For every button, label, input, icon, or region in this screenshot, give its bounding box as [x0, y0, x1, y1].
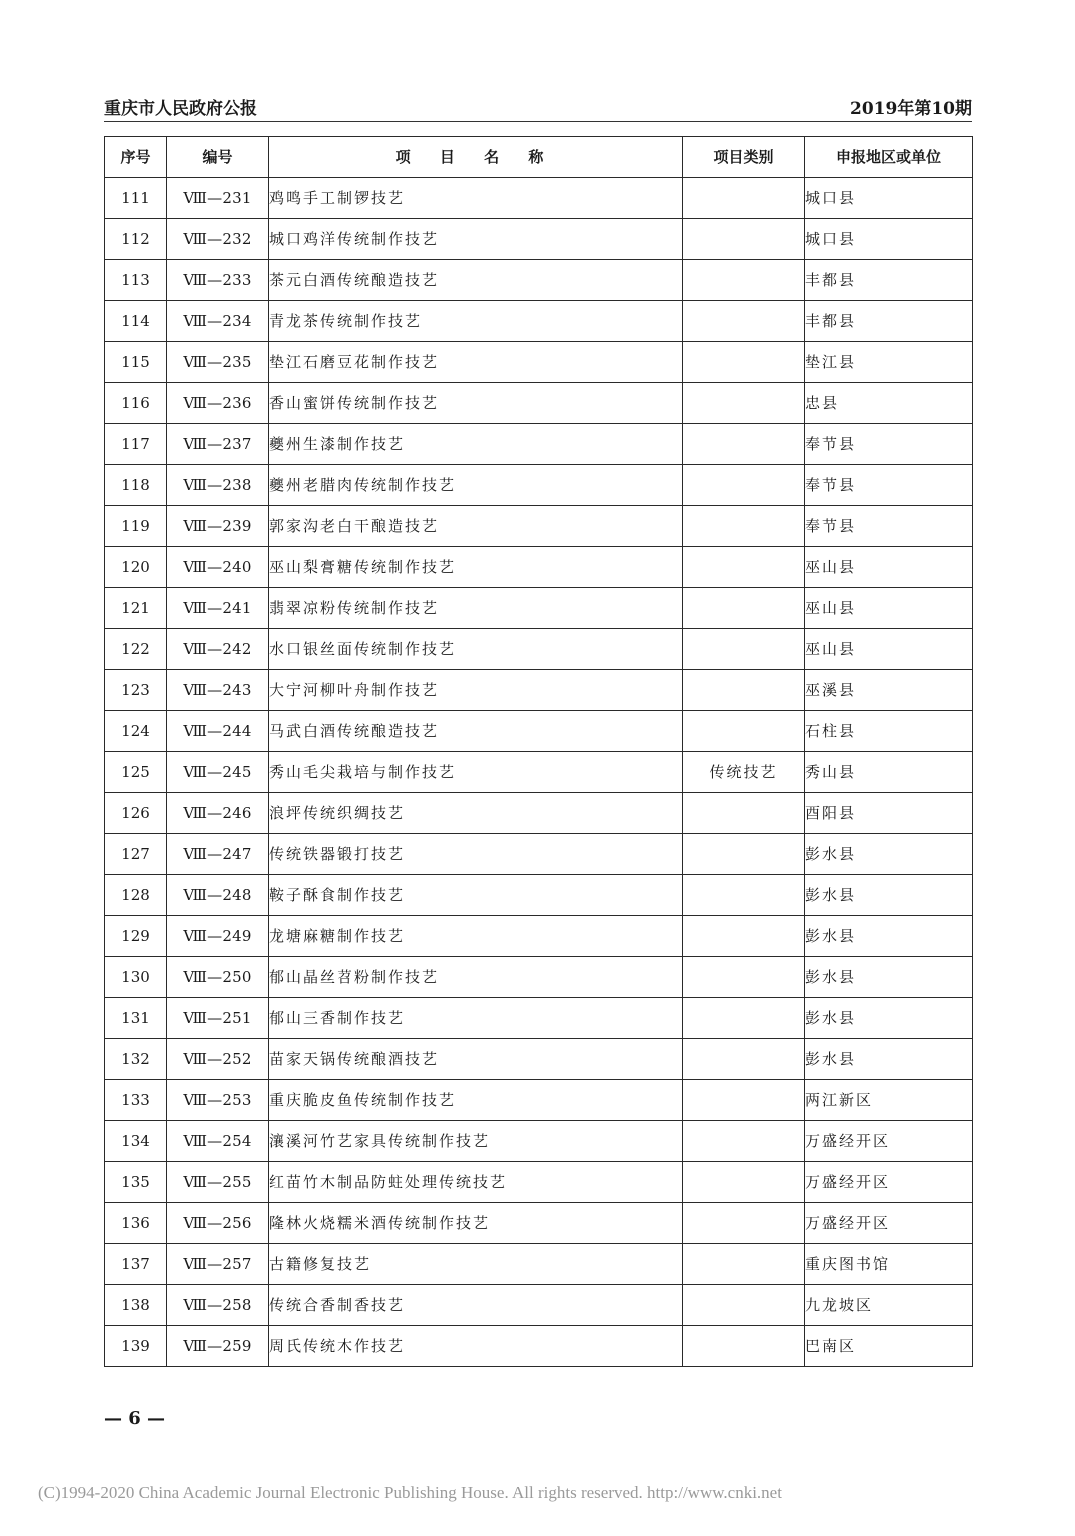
cell-region: 酉阳县	[805, 793, 973, 834]
cell-name: 红苗竹木制品防蛀处理传统技艺	[269, 1162, 683, 1203]
cell-category	[683, 383, 805, 424]
cell-region: 巫山县	[805, 629, 973, 670]
cell-category	[683, 588, 805, 629]
cell-seq: 138	[105, 1285, 167, 1326]
cell-category	[683, 424, 805, 465]
cell-seq: 127	[105, 834, 167, 875]
cell-seq: 130	[105, 957, 167, 998]
table-row	[105, 219, 973, 260]
cell-seq: 118	[105, 465, 167, 506]
table-row	[105, 588, 973, 629]
cell-seq: 119	[105, 506, 167, 547]
table-row	[105, 834, 973, 875]
cell-code: Ⅷ—235	[167, 342, 269, 383]
cell-seq: 117	[105, 424, 167, 465]
cell-category	[683, 916, 805, 957]
cell-region: 垫江县	[805, 342, 973, 383]
column-header-seq: 序号	[105, 137, 167, 178]
cell-seq: 125	[105, 752, 167, 793]
table-row	[105, 1326, 973, 1367]
cell-region: 奉节县	[805, 424, 973, 465]
cell-code: Ⅷ—240	[167, 547, 269, 588]
cell-name: 夔州生漆制作技艺	[269, 424, 683, 465]
cell-name: 夔州老腊肉传统制作技艺	[269, 465, 683, 506]
table-row	[105, 1162, 973, 1203]
cell-region: 九龙坡区	[805, 1285, 973, 1326]
cell-code: Ⅷ—245	[167, 752, 269, 793]
cell-name: 郁山三香制作技艺	[269, 998, 683, 1039]
cell-name: 水口银丝面传统制作技艺	[269, 629, 683, 670]
table-row	[105, 998, 973, 1039]
cell-region: 重庆图书馆	[805, 1244, 973, 1285]
heritage-items-table	[104, 136, 973, 1367]
cell-code: Ⅷ—257	[167, 1244, 269, 1285]
cell-name: 大宁河柳叶舟制作技艺	[269, 670, 683, 711]
cell-code: Ⅷ—259	[167, 1326, 269, 1367]
cell-seq: 126	[105, 793, 167, 834]
cell-region: 彭水县	[805, 998, 973, 1039]
cell-seq: 134	[105, 1121, 167, 1162]
table-row	[105, 1080, 973, 1121]
cell-category: 传统技艺	[683, 752, 805, 793]
header-divider	[104, 121, 972, 122]
cell-seq: 128	[105, 875, 167, 916]
cell-region: 彭水县	[805, 834, 973, 875]
cell-seq: 111	[105, 178, 167, 219]
cell-category	[683, 957, 805, 998]
cell-region: 彭水县	[805, 1039, 973, 1080]
cell-seq: 115	[105, 342, 167, 383]
cell-code: Ⅷ—246	[167, 793, 269, 834]
cell-category	[683, 219, 805, 260]
cell-category	[683, 629, 805, 670]
cell-category	[683, 711, 805, 752]
cell-seq: 135	[105, 1162, 167, 1203]
cell-category	[683, 547, 805, 588]
table-row	[105, 752, 973, 793]
cell-name: 重庆脆皮鱼传统制作技艺	[269, 1080, 683, 1121]
page-header	[104, 92, 972, 120]
table-row	[105, 547, 973, 588]
table-row	[105, 1039, 973, 1080]
column-header-category: 项目类别	[683, 137, 805, 178]
table-row	[105, 670, 973, 711]
cell-category	[683, 1203, 805, 1244]
cell-name: 垫江石磨豆花制作技艺	[269, 342, 683, 383]
cell-code: Ⅷ—234	[167, 301, 269, 342]
cell-code: Ⅷ—231	[167, 178, 269, 219]
table-row	[105, 916, 973, 957]
cell-code: Ⅷ—236	[167, 383, 269, 424]
publication-title: 重庆市人民政府公报	[104, 99, 257, 119]
table-row	[105, 342, 973, 383]
cell-name: 鸡鸣手工制锣技艺	[269, 178, 683, 219]
table-row	[105, 424, 973, 465]
issue-label: 2019年第10期	[850, 99, 972, 119]
cell-code: Ⅷ—251	[167, 998, 269, 1039]
cell-name: 隆林火烧糯米酒传统制作技艺	[269, 1203, 683, 1244]
cell-category	[683, 1039, 805, 1080]
cell-region: 奉节县	[805, 506, 973, 547]
cell-region: 奉节县	[805, 465, 973, 506]
cell-seq: 133	[105, 1080, 167, 1121]
cell-category	[683, 793, 805, 834]
cell-region: 巴南区	[805, 1326, 973, 1367]
cell-category	[683, 1080, 805, 1121]
cell-category	[683, 1162, 805, 1203]
table-row	[105, 260, 973, 301]
cell-region: 巫山县	[805, 547, 973, 588]
table-row	[105, 383, 973, 424]
column-header-region: 申报地区或单位	[805, 137, 973, 178]
cell-name: 香山蜜饼传统制作技艺	[269, 383, 683, 424]
table-row	[105, 629, 973, 670]
cell-code: Ⅷ—232	[167, 219, 269, 260]
table-row	[105, 465, 973, 506]
cell-category	[683, 465, 805, 506]
cell-region: 丰都县	[805, 301, 973, 342]
cell-category	[683, 342, 805, 383]
cell-category	[683, 178, 805, 219]
cell-region: 彭水县	[805, 916, 973, 957]
cell-category	[683, 506, 805, 547]
cell-code: Ⅷ—258	[167, 1285, 269, 1326]
cell-name: 古籍修复技艺	[269, 1244, 683, 1285]
table-row	[105, 506, 973, 547]
table-row	[105, 301, 973, 342]
cell-code: Ⅷ—253	[167, 1080, 269, 1121]
cell-seq: 137	[105, 1244, 167, 1285]
column-header-name: 项 目 名 称	[269, 137, 683, 178]
cell-category	[683, 260, 805, 301]
cell-name: 苗家天锅传统酿酒技艺	[269, 1039, 683, 1080]
cell-seq: 122	[105, 629, 167, 670]
cell-seq: 139	[105, 1326, 167, 1367]
cell-seq: 121	[105, 588, 167, 629]
cell-region: 彭水县	[805, 957, 973, 998]
cell-name: 翡翠凉粉传统制作技艺	[269, 588, 683, 629]
cell-code: Ⅷ—238	[167, 465, 269, 506]
cell-category	[683, 670, 805, 711]
cell-region: 城口县	[805, 178, 973, 219]
cell-name: 龙塘麻糖制作技艺	[269, 916, 683, 957]
cell-code: Ⅷ—239	[167, 506, 269, 547]
cell-category	[683, 301, 805, 342]
cell-category	[683, 1244, 805, 1285]
table-row	[105, 1203, 973, 1244]
cell-code: Ⅷ—237	[167, 424, 269, 465]
cell-category	[683, 1121, 805, 1162]
cell-seq: 112	[105, 219, 167, 260]
cell-name: 秀山毛尖栽培与制作技艺	[269, 752, 683, 793]
cell-category	[683, 1326, 805, 1367]
cell-region: 丰都县	[805, 260, 973, 301]
cell-code: Ⅷ—255	[167, 1162, 269, 1203]
table-header-row	[105, 137, 973, 178]
cell-name: 郭家沟老白干酿造技艺	[269, 506, 683, 547]
cell-region: 石柱县	[805, 711, 973, 752]
cell-code: Ⅷ—248	[167, 875, 269, 916]
cell-code: Ⅷ—233	[167, 260, 269, 301]
cell-code: Ⅷ—242	[167, 629, 269, 670]
table-row	[105, 1285, 973, 1326]
cell-region: 巫山县	[805, 588, 973, 629]
cell-name: 青龙茶传统制作技艺	[269, 301, 683, 342]
cell-name: 巫山梨膏糖传统制作技艺	[269, 547, 683, 588]
cell-region: 城口县	[805, 219, 973, 260]
cell-seq: 116	[105, 383, 167, 424]
table-row	[105, 711, 973, 752]
cell-category	[683, 875, 805, 916]
cell-seq: 129	[105, 916, 167, 957]
cell-category	[683, 998, 805, 1039]
cell-code: Ⅷ—254	[167, 1121, 269, 1162]
table-row	[105, 793, 973, 834]
cell-name: 鞍子酥食制作技艺	[269, 875, 683, 916]
table-row	[105, 1121, 973, 1162]
cell-region: 万盛经开区	[805, 1121, 973, 1162]
column-header-code: 编号	[167, 137, 269, 178]
cell-name: 瀼溪河竹艺家具传统制作技艺	[269, 1121, 683, 1162]
cell-code: Ⅷ—247	[167, 834, 269, 875]
cell-region: 万盛经开区	[805, 1203, 973, 1244]
cell-code: Ⅷ—241	[167, 588, 269, 629]
cell-code: Ⅷ—252	[167, 1039, 269, 1080]
cell-category	[683, 1285, 805, 1326]
cell-region: 彭水县	[805, 875, 973, 916]
cell-seq: 132	[105, 1039, 167, 1080]
table-row	[105, 957, 973, 998]
cell-seq: 136	[105, 1203, 167, 1244]
cell-name: 传统合香制香技艺	[269, 1285, 683, 1326]
cell-name: 城口鸡洋传统制作技艺	[269, 219, 683, 260]
cell-name: 郁山晶丝苕粉制作技艺	[269, 957, 683, 998]
cell-name: 周氏传统木作技艺	[269, 1326, 683, 1367]
cell-seq: 131	[105, 998, 167, 1039]
cell-region: 万盛经开区	[805, 1162, 973, 1203]
cell-code: Ⅷ—250	[167, 957, 269, 998]
cell-code: Ⅷ—243	[167, 670, 269, 711]
cell-seq: 114	[105, 301, 167, 342]
cell-region: 巫溪县	[805, 670, 973, 711]
table-row	[105, 1244, 973, 1285]
cell-name: 茶元白酒传统酿造技艺	[269, 260, 683, 301]
cell-seq: 120	[105, 547, 167, 588]
table-row	[105, 875, 973, 916]
page-number: — 6 —	[104, 1408, 166, 1429]
cell-seq: 123	[105, 670, 167, 711]
cell-region: 秀山县	[805, 752, 973, 793]
table-row	[105, 178, 973, 219]
cell-region: 两江新区	[805, 1080, 973, 1121]
copyright-notice: (C)1994-2020 China Academic Journal Electronic Publishing House. All rights reserved. http://www.cnki.net	[38, 1483, 782, 1502]
cell-seq: 113	[105, 260, 167, 301]
table-body	[105, 178, 973, 1367]
cell-name: 马武白酒传统酿造技艺	[269, 711, 683, 752]
cell-code: Ⅷ—244	[167, 711, 269, 752]
cell-region: 忠县	[805, 383, 973, 424]
cell-name: 传统铁器锻打技艺	[269, 834, 683, 875]
cell-name: 浪坪传统织绸技艺	[269, 793, 683, 834]
cell-code: Ⅷ—249	[167, 916, 269, 957]
cell-code: Ⅷ—256	[167, 1203, 269, 1244]
cell-seq: 124	[105, 711, 167, 752]
cell-category	[683, 834, 805, 875]
